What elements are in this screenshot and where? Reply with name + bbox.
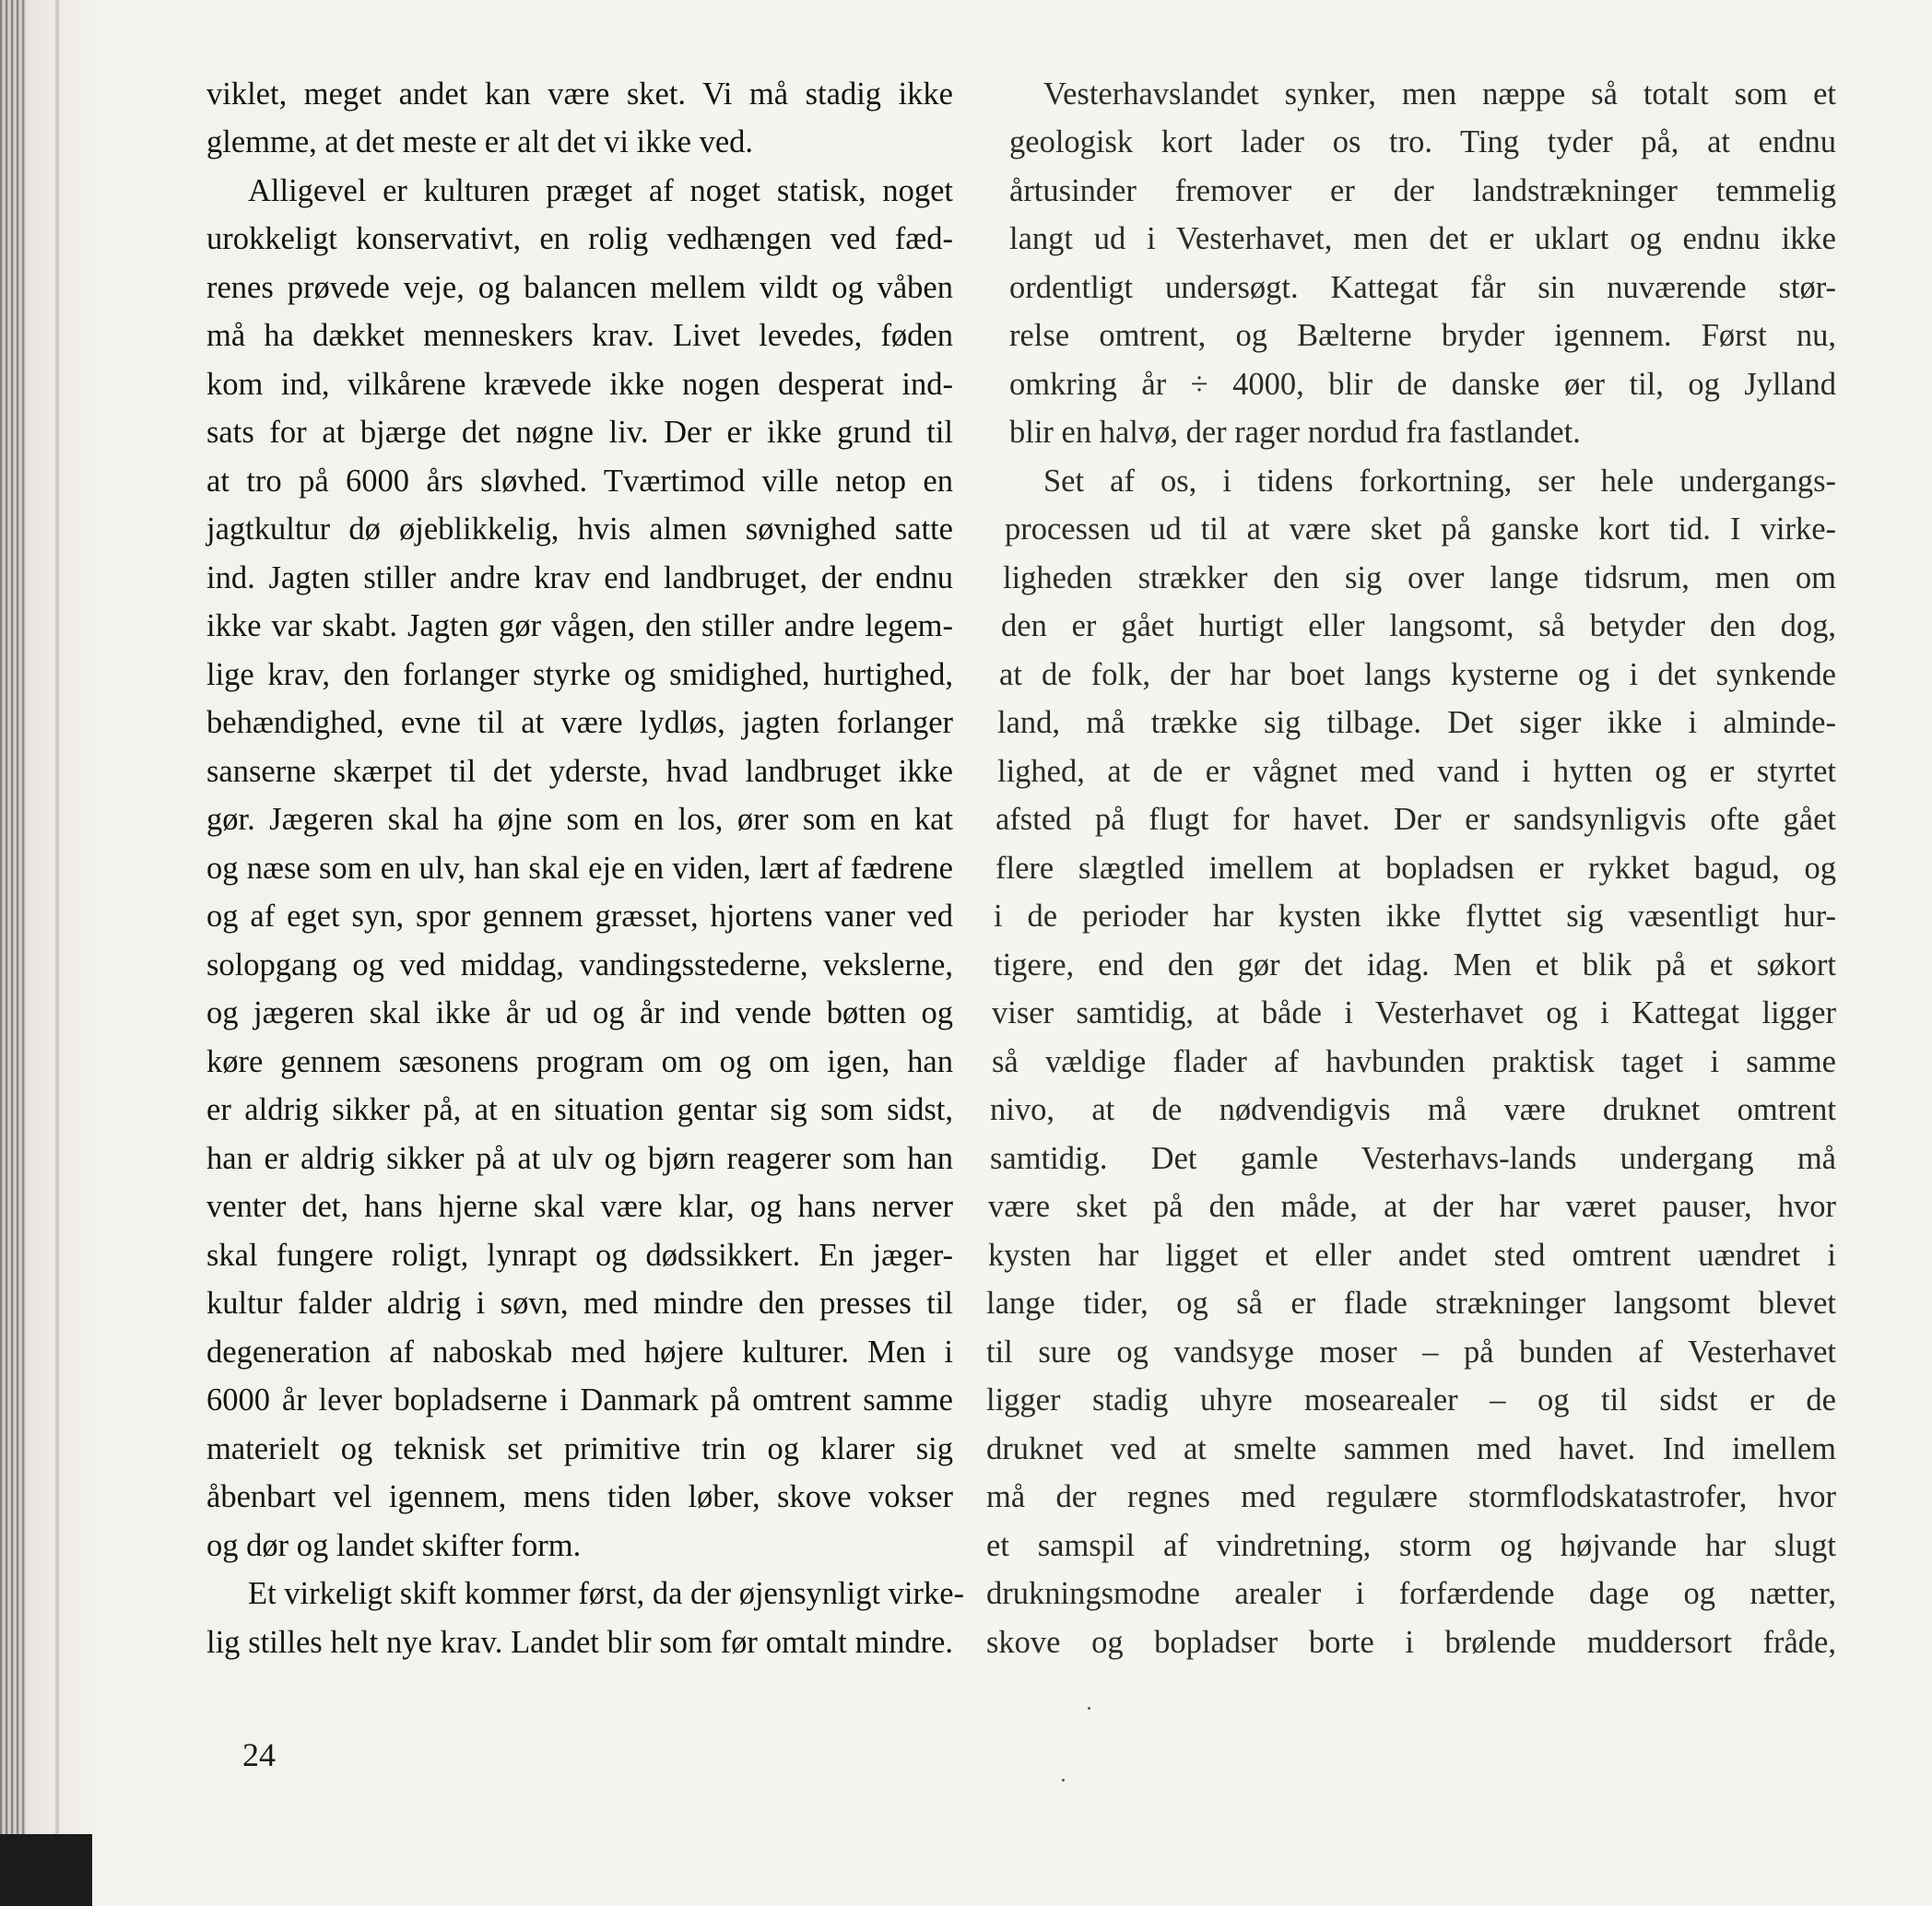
text-line: er aldrig sikker på, at en situation gentar sig som sidst, bbox=[206, 1092, 953, 1127]
text-line: kom ind, vilkårene krævede ikke nogen desperat ind- bbox=[206, 367, 953, 402]
text-line: lige krav, den forlanger styrke og smidighed, hurtighed, bbox=[206, 657, 953, 692]
text-line: lig stilles helt nye krav. Landet blir som før omtalt mindre. bbox=[206, 1625, 953, 1660]
text-line: ordentligt undersøgt. Kattegat får sin nuværende stør- bbox=[1009, 270, 1836, 305]
text-line: at de folk, der har boet langs kysterne og i det synkende bbox=[999, 657, 1836, 692]
binding-shadow bbox=[0, 1834, 92, 1906]
text-line: til sure og vandsyge moser – på bunden af Vesterhavet bbox=[986, 1335, 1836, 1370]
text-line: langt ud i Vesterhavet, men det er uklart og endnu ikke bbox=[1009, 221, 1836, 256]
text-line: ind. Jagten stiller andre krav end landbruget, der endnu bbox=[206, 560, 953, 595]
text-line: et samspil af vindretning, storm og højvande har slugt bbox=[986, 1528, 1836, 1563]
text-line: flere slægtled imellem at bopladsen er rykket bagud, og bbox=[995, 851, 1836, 886]
text-line: åbenbart vel igennem, mens tiden løber, skove vokser bbox=[206, 1479, 953, 1514]
text-line: og af eget syn, spor gennem græsset, hjortens vaner ved bbox=[206, 899, 953, 934]
text-line: 6000 år lever bopladserne i Danmark på omtrent samme bbox=[206, 1382, 953, 1418]
text-line: drukningsmodne arealer i forfærdende dage og nætter, bbox=[986, 1576, 1836, 1611]
text-line: venter det, hans hjerne skal være klar, og hans nerver bbox=[206, 1189, 953, 1224]
text-line: kysten har ligget et eller andet sted omtrent uændret i bbox=[988, 1238, 1836, 1273]
text-line: tigere, end den gør det idag. Men et blik på et søkort bbox=[994, 947, 1836, 982]
text-line: nivo, at de nødvendigvis må være druknet omtrent bbox=[990, 1092, 1836, 1127]
page-fold bbox=[55, 0, 59, 1906]
text-line: samtidig. Det gamle Vesterhavs-lands undergang må bbox=[990, 1141, 1836, 1176]
text-line: degeneration af naboskab med højere kulturer. Men i bbox=[206, 1335, 953, 1370]
text-line: være sket på den måde, at der har været pauser, hvor bbox=[988, 1189, 1836, 1224]
text-line: og næse som en ulv, han skal eje en viden, lært af fædrene bbox=[206, 851, 953, 886]
text-line: behændighed, evne til at være lydløs, jagten forlanger bbox=[206, 705, 953, 740]
text-line: årtusinder fremover er der landstrækninger temmelig bbox=[1009, 173, 1836, 208]
text-line: den er gået hurtigt eller langsomt, så betyder den dog, bbox=[1001, 608, 1836, 643]
text-line: og jægeren skal ikke år ud og år ind vende bøtten og bbox=[206, 995, 953, 1030]
text-line: må der regnes med regulære stormflodskatastrofer, hvor bbox=[986, 1479, 1836, 1514]
text-line: skal fungere roligt, lynrapt og dødssikkert. En jæger- bbox=[206, 1238, 953, 1273]
text-line: geologisk kort lader os tro. Ting tyder på, at endnu bbox=[1009, 124, 1836, 159]
text-line: skove og bopladser borte i brølende muddersort fråde, bbox=[986, 1625, 1836, 1660]
text-line: sats for at bjærge det nøgne liv. Der er ikke grund til bbox=[206, 415, 953, 450]
text-line: druknet ved at smelte sammen med havet. Ind imellem bbox=[986, 1431, 1836, 1466]
text-line: i de perioder har kysten ikke flyttet sig væsentligt hur- bbox=[994, 899, 1836, 934]
text-line: ligger stadig uhyre mosearealer – og til sidst er de bbox=[986, 1382, 1836, 1418]
text-line: gør. Jægeren skal ha øjne som en los, ører som en kat bbox=[206, 802, 953, 837]
text-line: kultur falder aldrig i søvn, med mindre den presses til bbox=[206, 1286, 953, 1321]
text-line: Alligevel er kulturen præget af noget statisk, noget bbox=[248, 173, 953, 208]
text-line: at tro på 6000 års sløvhed. Tværtimod ville netop en bbox=[206, 464, 953, 499]
text-line: han er aldrig sikker på at ulv og bjørn reagerer som han bbox=[206, 1141, 953, 1176]
page-stack-edge bbox=[0, 0, 26, 1906]
text-line: viklet, meget andet kan være sket. Vi må stadig ikke bbox=[206, 76, 953, 112]
text-line: så vældige flader af havbunden praktisk taget i samme bbox=[992, 1044, 1836, 1079]
text-line: glemme, at det meste er alt det vi ikke ved. bbox=[206, 124, 754, 159]
text-line: køre gennem sæsonens program om og om igen, han bbox=[206, 1044, 953, 1079]
text-line: relse omtrent, og Bælterne bryder igennem. Først nu, bbox=[1009, 318, 1836, 353]
paper-speck bbox=[1088, 1707, 1090, 1710]
text-line: renes prøvede veje, og balancen mellem vildt og våben bbox=[206, 270, 953, 305]
text-line: må ha dækket menneskers krav. Livet levedes, føden bbox=[206, 318, 953, 353]
text-line: urokkeligt konservativt, en rolig vedhængen ved fæd- bbox=[206, 221, 953, 256]
text-line: materielt og teknisk set primitive trin og klarer sig bbox=[206, 1431, 953, 1466]
text-line: processen ud til at være sket på ganske kort tid. I virke- bbox=[1005, 512, 1836, 547]
text-line: omkring år ÷ 4000, blir de danske øer til, og Jylland bbox=[1009, 367, 1836, 402]
text-line: afsted på flugt for havet. Der er sandsynligvis ofte gået bbox=[995, 802, 1836, 837]
text-line: sanserne skærpet til det yderste, hvad landbruget ikke bbox=[206, 754, 953, 789]
text-line: og dør og landet skifter form. bbox=[206, 1528, 582, 1563]
text-line: jagtkultur dø øjeblikkelig, hvis almen søvnighed satte bbox=[206, 512, 953, 547]
paper-speck bbox=[1062, 1779, 1065, 1782]
text-line: lighed, at de er vågnet med vand i hytten og er styrtet bbox=[997, 754, 1836, 789]
text-line: solopgang og ved middag, vandingsstederne, vekslerne, bbox=[206, 947, 953, 982]
text-line: land, må trække sig tilbage. Det siger ikke i alminde- bbox=[997, 705, 1836, 740]
text-line: ligheden strækker den sig over lange tidsrum, men om bbox=[1003, 560, 1836, 595]
text-line: viser samtidig, at både i Vesterhavet og i Kattegat ligger bbox=[992, 995, 1836, 1030]
page-number: 24 bbox=[242, 1736, 276, 1773]
text-line: blir en halvø, der rager nordud fra fastlandet. bbox=[1009, 415, 1581, 450]
text-line: Vesterhavslandet synker, men næppe så totalt som et bbox=[1043, 76, 1836, 112]
text-line: Et virkeligt skift kommer først, da der øjensynligt virke- bbox=[248, 1576, 965, 1611]
text-line: lange tider, og så er flade strækninger langsomt blevet bbox=[986, 1286, 1836, 1321]
text-line: Set af os, i tidens forkortning, ser hele undergangs- bbox=[1043, 464, 1836, 499]
text-line: ikke var skabt. Jagten gør vågen, den stiller andre legem- bbox=[206, 608, 953, 643]
